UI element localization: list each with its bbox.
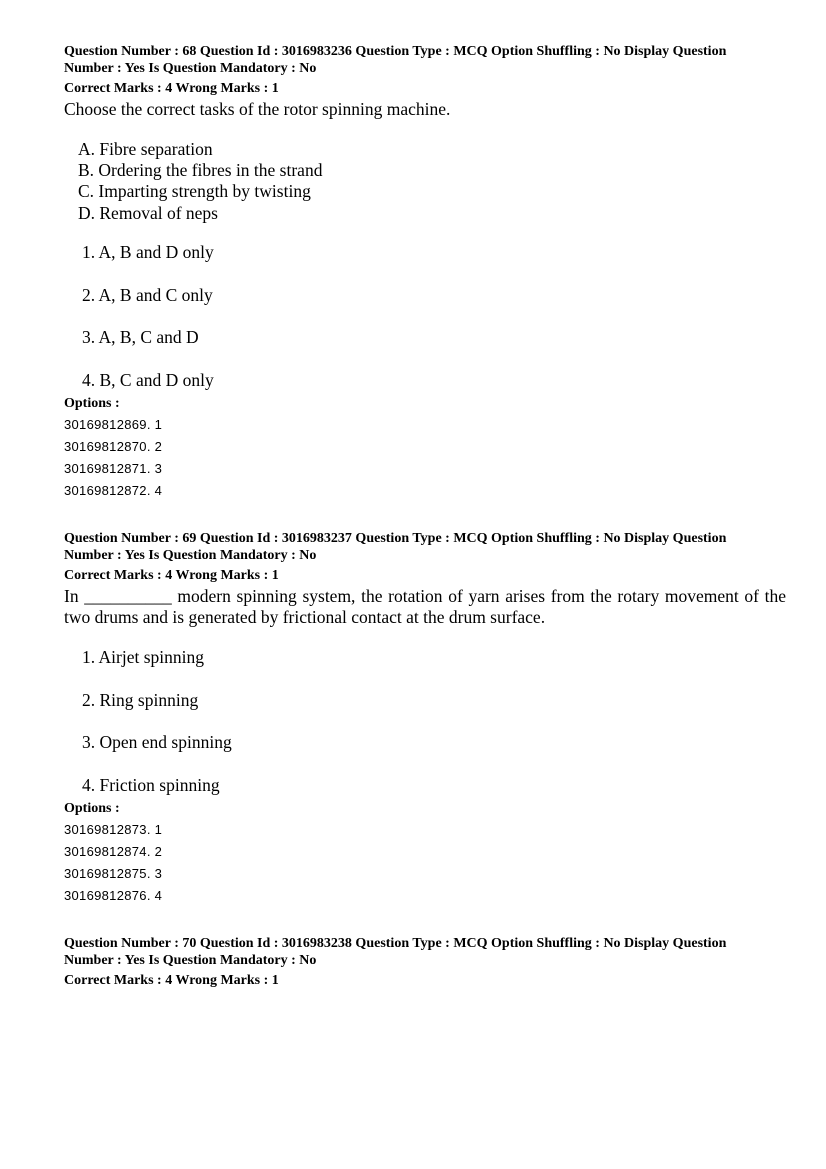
statement-item: C. Imparting strength by twisting [78, 181, 311, 201]
question-marks: Correct Marks : 4 Wrong Marks : 1 [64, 973, 279, 988]
question-header: Question Number : 68 Question Id : 3016983236 Question Type : MCQ Option Shuffling : No Display Question [64, 44, 727, 59]
option-id: 30169812873. 1 [64, 822, 163, 837]
statement-item: B. Ordering the fibres in the strand [78, 160, 323, 180]
option-id: 30169812872. 4 [64, 483, 163, 498]
question-text: In __________ modern spinning system, the rotation of yarn arises from the rotary movement of the two drums and is generated by frictional contact at the drum surface. [64, 586, 786, 627]
answer-choice: 4. Friction spinning [82, 775, 220, 795]
question-header: Question Number : 70 Question Id : 3016983238 Question Type : MCQ Option Shuffling : No Display Question [64, 936, 727, 951]
question-header: Number : Yes Is Question Mandatory : No [64, 61, 317, 76]
options-label: Options : [64, 801, 120, 816]
answer-choice: 2. A, B and C only [82, 285, 213, 305]
option-id: 30169812870. 2 [64, 439, 163, 454]
option-id: 30169812875. 3 [64, 866, 163, 881]
answer-choice: 3. Open end spinning [82, 732, 232, 752]
option-id: 30169812874. 2 [64, 844, 163, 859]
question-marks: Correct Marks : 4 Wrong Marks : 1 [64, 81, 279, 96]
question-header: Number : Yes Is Question Mandatory : No [64, 548, 317, 563]
question-marks: Correct Marks : 4 Wrong Marks : 1 [64, 568, 279, 583]
statement-item: A. Fibre separation [78, 139, 213, 159]
question-header: Number : Yes Is Question Mandatory : No [64, 953, 317, 968]
statement-item: D. Removal of neps [78, 203, 218, 223]
option-id: 30169812876. 4 [64, 888, 163, 903]
option-id: 30169812871. 3 [64, 461, 163, 476]
question-header: Question Number : 69 Question Id : 3016983237 Question Type : MCQ Option Shuffling : No Display Question [64, 531, 727, 546]
answer-choice: 4. B, C and D only [82, 370, 214, 390]
answer-choice: 1. Airjet spinning [82, 647, 205, 667]
options-label: Options : [64, 396, 120, 411]
question-text: Choose the correct tasks of the rotor spinning machine. [64, 99, 451, 119]
answer-choice: 1. A, B and D only [82, 242, 214, 262]
option-id: 30169812869. 1 [64, 417, 163, 432]
answer-choice: 3. A, B, C and D [82, 327, 199, 347]
answer-choice: 2. Ring spinning [82, 690, 199, 710]
